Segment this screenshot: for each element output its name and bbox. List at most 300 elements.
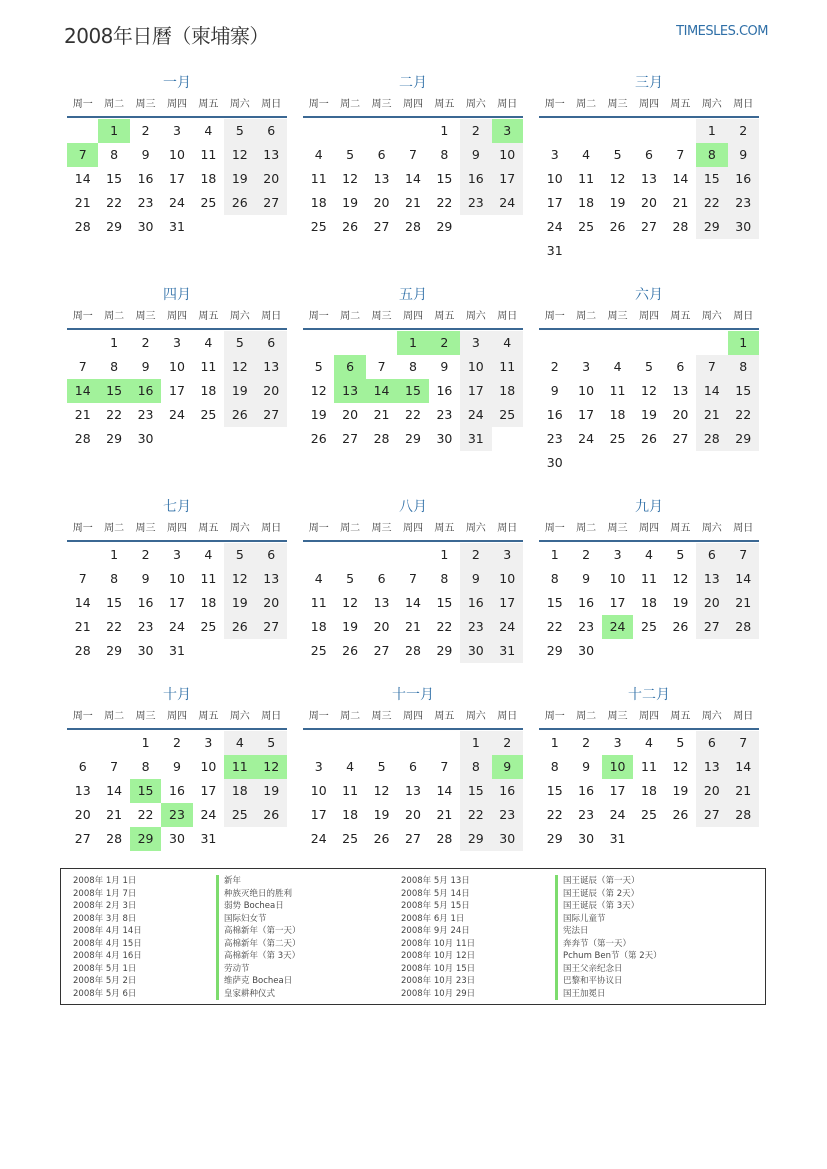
holiday-name: 巴黎和平协议日: [555, 975, 662, 988]
empty-cell: [665, 331, 696, 355]
weekday-header: [539, 306, 759, 330]
weekday-label: 周五: [670, 311, 691, 322]
empty-cell: [633, 119, 664, 143]
holiday-names-left: [216, 875, 301, 1000]
day-cell: 19: [672, 595, 689, 610]
day-cell: 17: [492, 591, 523, 615]
day-cell: 10: [200, 759, 217, 774]
day-cell: 30: [436, 431, 453, 446]
day-cell: 9: [141, 147, 150, 162]
day-cell: 28: [405, 643, 421, 658]
day-cell: 13: [405, 783, 421, 798]
day-cell: 23: [161, 803, 192, 827]
day-cell: 14: [106, 783, 123, 798]
month-calendar: [539, 496, 759, 663]
month-calendar: [303, 496, 523, 663]
day-cell: 26: [310, 431, 327, 446]
day-cell: 28: [436, 831, 453, 846]
day-grid: [67, 119, 287, 239]
empty-cell: [67, 119, 98, 143]
weekday-label: 周三: [607, 99, 628, 110]
weekday-header: [303, 518, 523, 542]
day-cell: 16: [169, 783, 185, 798]
month-title: 十月: [163, 687, 191, 703]
weekday-label: 周日: [733, 99, 754, 110]
weekday-label: 周一: [544, 311, 565, 322]
day-cell: 3: [613, 735, 622, 750]
weekday-label: 周五: [670, 523, 691, 534]
weekday-label: 周五: [434, 711, 455, 722]
weekday-label: 周五: [670, 711, 691, 722]
day-cell: 5: [613, 147, 622, 162]
holiday-date: 2008年 2月 3日: [73, 901, 137, 911]
weekday-header: [303, 94, 523, 118]
day-cell: 19: [342, 195, 359, 210]
day-cell: 9: [141, 359, 150, 374]
weekday-label: 周一: [72, 523, 93, 534]
day-cell: 12: [342, 595, 359, 610]
empty-cell: [539, 331, 570, 355]
day-cell: 12: [672, 571, 689, 586]
day-cell: 8: [440, 571, 449, 586]
empty-cell: [397, 543, 428, 567]
day-cell: 18: [200, 595, 217, 610]
day-cell: 25: [310, 643, 327, 658]
day-cell: 21: [106, 807, 123, 822]
day-cell: 22: [436, 195, 453, 210]
day-cell: 9: [141, 571, 150, 586]
day-cell: 29: [130, 827, 161, 851]
day-cell: 19: [224, 379, 255, 403]
weekday-label: 周二: [576, 99, 597, 110]
day-cell: 30: [137, 643, 154, 658]
day-cell: 21: [696, 403, 727, 427]
day-cell: 9: [460, 567, 491, 591]
day-cell: 16: [460, 167, 491, 191]
weekday-label: 周二: [340, 99, 361, 110]
day-cell: 31: [609, 831, 626, 846]
weekday-label: 周二: [104, 99, 125, 110]
day-cell: 29: [460, 827, 491, 851]
weekday-header: [539, 94, 759, 118]
day-cell: 30: [137, 219, 154, 234]
weekday-label: 周一: [308, 711, 329, 722]
day-grid: [539, 119, 759, 263]
day-cell: 30: [546, 455, 563, 470]
empty-cell: [67, 543, 98, 567]
day-cell: 26: [609, 219, 626, 234]
holiday-date: 2008年 4月 14日: [73, 926, 142, 936]
holiday-date: 2008年 10月 15日: [401, 963, 476, 974]
holiday-name: 种族灭绝日的胜利: [216, 888, 301, 901]
day-cell: 28: [74, 219, 91, 234]
weekday-label: 周三: [371, 99, 392, 110]
day-cell: 18: [310, 195, 327, 210]
day-cell: 6: [256, 119, 287, 143]
empty-cell: [303, 331, 334, 355]
day-cell: 16: [492, 779, 523, 803]
day-grid: [303, 543, 523, 663]
day-cell: 1: [397, 331, 428, 355]
day-cell: 16: [728, 167, 759, 191]
weekday-header: [539, 518, 759, 542]
holiday-date: 2008年 5月 1日: [73, 963, 137, 974]
day-cell: 23: [436, 407, 453, 422]
weekday-label: 周四: [402, 711, 423, 722]
day-cell: 27: [373, 219, 390, 234]
holiday-name: 高棉新年（第二天）: [216, 938, 301, 951]
weekday-label: 周日: [497, 99, 518, 110]
weekday-label: 周二: [104, 311, 125, 322]
site-link[interactable]: TIMESLES.COM: [676, 24, 768, 39]
day-cell: 16: [436, 383, 453, 398]
day-cell: 4: [314, 147, 323, 162]
day-cell: 20: [641, 195, 657, 210]
empty-cell: [334, 119, 365, 143]
day-cell: 17: [609, 783, 626, 798]
day-cell: 8: [110, 147, 119, 162]
day-cell: 11: [641, 571, 657, 586]
day-cell: 10: [310, 783, 327, 798]
day-cell: 30: [460, 639, 491, 663]
day-cell: 7: [676, 147, 685, 162]
day-cell: 5: [645, 359, 653, 374]
day-cell: 15: [546, 783, 563, 798]
day-cell: 3: [460, 331, 491, 355]
day-cell: 12: [224, 143, 255, 167]
holiday-date: 2008年 5月 15日: [401, 901, 470, 911]
day-cell: 11: [200, 571, 217, 586]
empty-cell: [397, 119, 428, 143]
day-cell: 24: [169, 195, 185, 210]
day-cell: 19: [224, 591, 255, 615]
day-cell: 20: [696, 591, 727, 615]
day-cell: 19: [373, 807, 390, 822]
day-cell: 2: [460, 119, 491, 143]
day-cell: 21: [436, 807, 453, 822]
holiday-name: 皇家耕种仪式: [216, 988, 301, 1001]
day-cell: 4: [582, 147, 591, 162]
holiday-date: 2008年 4月 16日: [73, 951, 142, 961]
day-cell: 5: [676, 547, 685, 562]
weekday-label: 周三: [607, 711, 628, 722]
day-cell: 24: [492, 191, 523, 215]
day-cell: 4: [645, 547, 653, 562]
day-cell: 18: [200, 383, 217, 398]
day-cell: 9: [173, 759, 181, 774]
day-cell: 27: [373, 643, 390, 658]
day-cell: 19: [342, 619, 359, 634]
day-cell: 1: [696, 119, 727, 143]
day-cell: 20: [256, 379, 287, 403]
day-cell: 16: [578, 595, 595, 610]
day-cell: 12: [641, 383, 657, 398]
day-cell: 25: [641, 807, 657, 822]
day-cell: 28: [74, 431, 91, 446]
holiday-name: 国王诞辰（第一天）: [555, 875, 662, 888]
holiday-date: 2008年 9月 24日: [401, 926, 470, 936]
day-cell: 5: [346, 571, 355, 586]
month-title: 十二月: [628, 687, 670, 703]
day-cell: 26: [256, 803, 287, 827]
day-cell: 2: [173, 735, 181, 750]
day-cell: 2: [728, 119, 759, 143]
weekday-header: [67, 518, 287, 542]
empty-cell: [98, 731, 129, 755]
day-cell: 2: [492, 731, 523, 755]
day-cell: 6: [334, 355, 365, 379]
day-cell: 23: [137, 619, 154, 634]
empty-cell: [334, 331, 365, 355]
day-cell: 22: [728, 403, 759, 427]
month-title: 一月: [163, 75, 191, 91]
day-cell: 4: [645, 735, 653, 750]
day-cell: 30: [169, 831, 185, 846]
day-cell: 11: [200, 359, 217, 374]
empty-cell: [602, 119, 633, 143]
day-cell: 18: [609, 407, 626, 422]
day-cell: 19: [641, 407, 657, 422]
holiday-date: 2008年 3月 8日: [73, 913, 137, 924]
day-cell: 10: [460, 355, 491, 379]
day-cell: 15: [436, 171, 453, 186]
month-title: 五月: [399, 287, 427, 303]
empty-cell: [334, 543, 365, 567]
day-grid: [539, 543, 759, 663]
holiday-name: 国际儿童节: [555, 913, 662, 926]
day-cell: 15: [546, 595, 563, 610]
weekday-label: 周六: [701, 711, 722, 722]
holiday-name: 国王诞辰（第 3天）: [555, 900, 662, 913]
day-cell: 6: [645, 147, 653, 162]
weekday-label: 周四: [166, 99, 187, 110]
day-cell: 24: [460, 403, 491, 427]
day-cell: 30: [137, 431, 154, 446]
day-cell: 26: [641, 431, 657, 446]
day-cell: 8: [440, 147, 449, 162]
day-cell: 27: [405, 831, 421, 846]
holiday-name: 国王父亲纪念日: [555, 963, 662, 976]
day-cell: 3: [550, 147, 559, 162]
month-calendar: [67, 72, 287, 239]
day-cell: 26: [342, 219, 359, 234]
weekday-label: 周六: [465, 711, 486, 722]
weekday-label: 周日: [261, 711, 282, 722]
holiday-name: 劳动节: [216, 963, 301, 976]
day-cell: 22: [546, 619, 563, 634]
holiday-date: 2008年 4月 15日: [73, 938, 142, 949]
day-cell: 30: [728, 215, 759, 239]
day-cell: 17: [492, 167, 523, 191]
day-cell: 15: [106, 595, 123, 610]
day-cell: 14: [74, 171, 91, 186]
weekday-label: 周二: [576, 523, 597, 534]
day-cell: 20: [256, 167, 287, 191]
day-cell: 25: [578, 219, 595, 234]
day-cell: 20: [256, 591, 287, 615]
day-cell: 7: [78, 571, 87, 586]
day-cell: 10: [492, 567, 523, 591]
day-cell: 20: [672, 407, 689, 422]
day-cell: 2: [141, 123, 150, 138]
day-cell: 14: [672, 171, 689, 186]
weekday-label: 周一: [72, 711, 93, 722]
weekday-label: 周五: [198, 311, 219, 322]
day-cell: 10: [602, 755, 633, 779]
day-cell: 4: [224, 731, 255, 755]
day-cell: 24: [492, 615, 523, 639]
day-cell: 5: [676, 735, 685, 750]
weekday-label: 周日: [261, 311, 282, 322]
day-cell: 17: [200, 783, 217, 798]
day-cell: 16: [137, 171, 154, 186]
day-cell: 29: [546, 831, 563, 846]
day-cell: 8: [409, 359, 417, 374]
weekday-header: [67, 94, 287, 118]
day-cell: 1: [550, 735, 559, 750]
month-title: 八月: [399, 499, 427, 515]
day-cell: 23: [137, 195, 154, 210]
day-cell: 16: [137, 595, 154, 610]
day-cell: 25: [200, 407, 217, 422]
day-cell: 20: [373, 619, 390, 634]
day-cell: 26: [672, 619, 689, 634]
day-cell: 25: [200, 619, 217, 634]
empty-cell: [366, 731, 397, 755]
weekday-label: 周二: [576, 711, 597, 722]
month-calendar: [303, 284, 523, 451]
day-cell: 27: [696, 803, 727, 827]
weekday-label: 周五: [670, 99, 691, 110]
day-cell: 7: [78, 359, 87, 374]
day-cell: 21: [74, 619, 91, 634]
day-cell: 18: [342, 807, 359, 822]
weekday-label: 周日: [497, 523, 518, 534]
day-cell: 12: [609, 171, 626, 186]
empty-cell: [303, 543, 334, 567]
weekday-label: 周四: [402, 523, 423, 534]
day-cell: 3: [613, 547, 622, 562]
weekday-label: 周四: [638, 311, 659, 322]
day-cell: 8: [550, 759, 559, 774]
day-cell: 29: [436, 219, 453, 234]
weekday-label: 周二: [340, 523, 361, 534]
weekday-label: 周日: [733, 311, 754, 322]
holiday-name: 国王诞辰（第 2天）: [555, 888, 662, 901]
day-cell: 17: [310, 807, 327, 822]
day-cell: 11: [310, 171, 327, 186]
day-cell: 22: [405, 407, 421, 422]
holiday-date: 2008年 1月 7日: [73, 888, 137, 899]
weekday-label: 周一: [308, 523, 329, 534]
weekday-label: 周六: [701, 311, 722, 322]
day-cell: 6: [696, 731, 727, 755]
day-cell: 7: [728, 543, 759, 567]
day-cell: 15: [106, 171, 123, 186]
weekday-label: 周日: [261, 99, 282, 110]
day-cell: 17: [169, 383, 185, 398]
day-cell: 9: [728, 143, 759, 167]
day-cell: 17: [169, 171, 185, 186]
day-cell: 10: [546, 171, 563, 186]
day-cell: 13: [373, 595, 390, 610]
day-cell: 8: [696, 143, 727, 167]
weekday-label: 周六: [465, 311, 486, 322]
month-title: 七月: [163, 499, 191, 515]
day-cell: 29: [106, 431, 123, 446]
month-calendar: [303, 684, 523, 851]
weekday-label: 周四: [638, 523, 659, 534]
day-cell: 8: [460, 755, 491, 779]
day-cell: 11: [200, 147, 217, 162]
day-cell: 12: [342, 171, 359, 186]
empty-cell: [67, 731, 98, 755]
day-cell: 13: [74, 783, 91, 798]
day-cell: 22: [460, 803, 491, 827]
day-cell: 12: [672, 759, 689, 774]
holiday-date: 2008年 6月 1日: [401, 913, 465, 924]
day-cell: 26: [342, 643, 359, 658]
day-cell: 10: [492, 143, 523, 167]
day-cell: 1: [98, 119, 129, 143]
holiday-date: 2008年 5月 14日: [401, 888, 470, 899]
day-cell: 29: [546, 643, 563, 658]
day-cell: 5: [346, 147, 355, 162]
weekday-label: 周三: [371, 711, 392, 722]
day-cell: 29: [405, 431, 421, 446]
day-cell: 13: [696, 567, 727, 591]
day-cell: 5: [256, 731, 287, 755]
day-cell: 13: [696, 755, 727, 779]
weekday-label: 周三: [371, 311, 392, 322]
holiday-date: 2008年 10月 12日: [401, 951, 476, 961]
holiday-name: 新年: [216, 875, 301, 888]
month-title: 六月: [635, 287, 663, 303]
day-cell: 24: [310, 831, 327, 846]
weekday-label: 周五: [434, 523, 455, 534]
month-calendar: [539, 72, 759, 263]
day-cell: 21: [672, 195, 689, 210]
day-cell: 21: [405, 619, 421, 634]
day-cell: 28: [696, 427, 727, 451]
day-cell: 14: [405, 595, 421, 610]
day-cell: 22: [546, 807, 563, 822]
day-cell: 8: [141, 759, 150, 774]
weekday-label: 周四: [402, 99, 423, 110]
day-cell: 11: [224, 755, 255, 779]
empty-cell: [67, 331, 98, 355]
weekday-label: 周六: [229, 99, 250, 110]
weekday-label: 周三: [607, 311, 628, 322]
day-cell: 2: [582, 735, 591, 750]
day-cell: 7: [409, 147, 417, 162]
day-cell: 25: [224, 803, 255, 827]
day-cell: 14: [728, 755, 759, 779]
day-cell: 2: [141, 547, 150, 562]
day-cell: 24: [169, 619, 185, 634]
weekday-label: 周一: [72, 99, 93, 110]
day-cell: 15: [696, 167, 727, 191]
day-cell: 3: [173, 547, 181, 562]
day-cell: 28: [728, 803, 759, 827]
day-cell: 14: [67, 379, 98, 403]
day-cell: 3: [492, 543, 523, 567]
weekday-label: 周六: [229, 311, 250, 322]
weekday-header: [539, 706, 759, 730]
month-calendar: [67, 496, 287, 663]
weekday-label: 周日: [497, 311, 518, 322]
day-cell: 11: [310, 595, 327, 610]
